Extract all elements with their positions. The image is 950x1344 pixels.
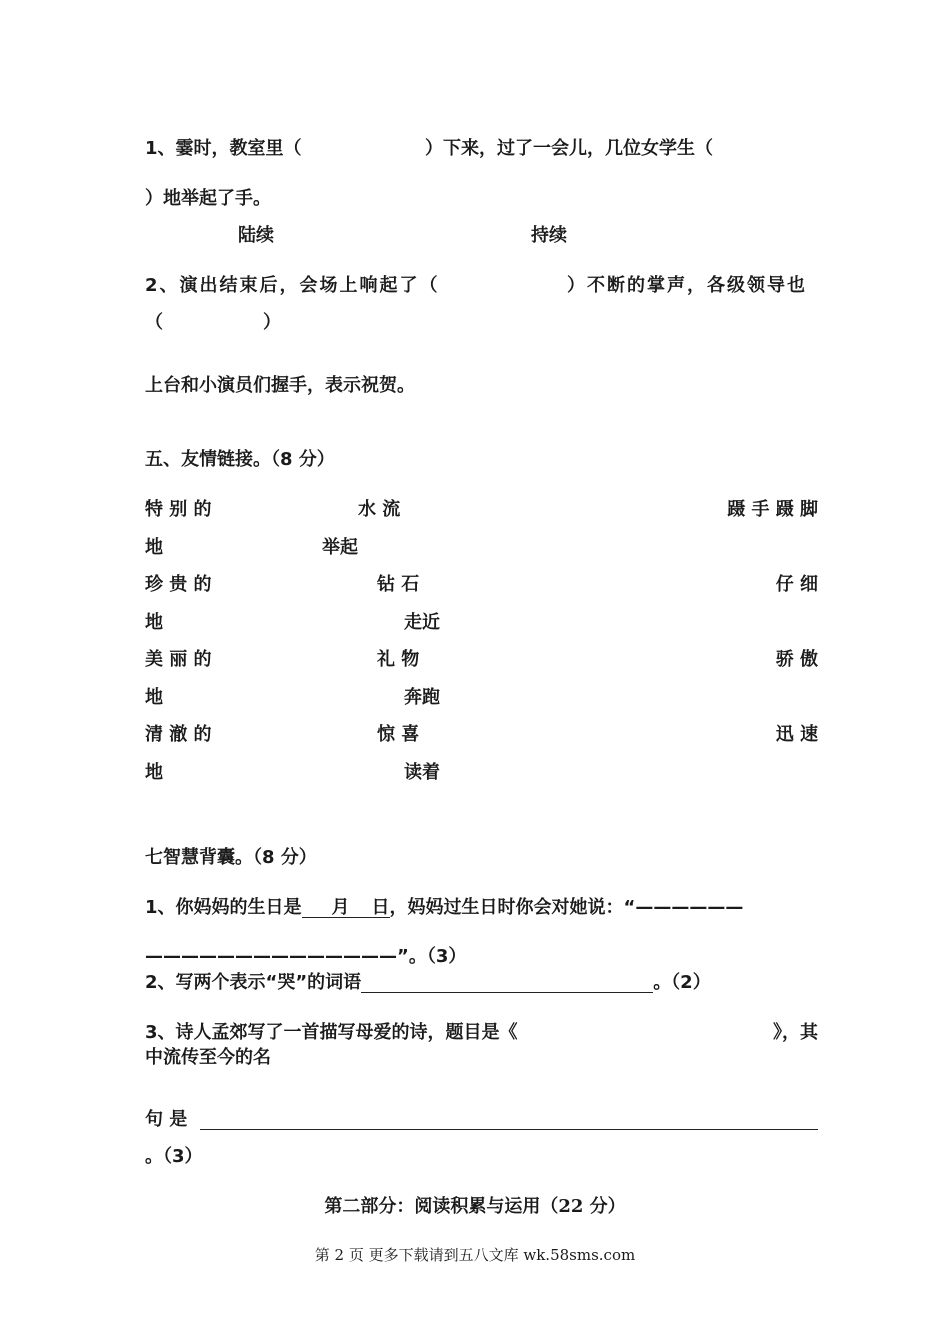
q5-row1-sub-mid: 举起: [322, 537, 358, 558]
q4-item2-line2-a: （: [145, 312, 163, 333]
q7-item3-line1-b: 》，其: [773, 1022, 818, 1043]
q5-row1-left: 特 别 的: [145, 499, 212, 520]
q7-item1-blank-day: [350, 899, 372, 918]
q5-row3-mid: 礼 物: [377, 649, 420, 670]
q5-row3-sub-left: 地: [145, 687, 163, 708]
q5-heading: 五、友情链接。（8 分）: [145, 449, 335, 470]
q7-item3-line1-a: 3、诗人孟郊写了一首描写母爱的诗，题目是《: [145, 1022, 518, 1043]
q7-item1-month: 月: [331, 897, 350, 918]
q4-item2-line3: 上台和小演员们握手，表示祝贺。: [145, 375, 415, 396]
q7-item1-line1: [145, 899, 743, 918]
q5-row2-sub-left: 地: [145, 612, 163, 633]
q7-item2-answer-blank: [361, 974, 653, 993]
q7-item1-day: 日: [371, 897, 390, 918]
q7-item2-suffix: 。（2）: [653, 972, 711, 993]
q7-heading: 七智慧背囊。（8 分）: [145, 847, 317, 868]
q5-row4-sub-mid: 读着: [404, 762, 440, 783]
q5-row2-left: 珍 贵 的: [145, 574, 212, 595]
q5-row3-right: 骄 傲: [775, 649, 818, 670]
q4-item2-line1-a: 2、演出结束后，会场上响起了（: [145, 275, 440, 296]
q5-row1-mid: 水 流: [358, 499, 401, 520]
q7-item1-suffix: ，妈妈过生日时你会对她说：“——————: [389, 897, 744, 918]
q5-row4-left: 清 澈 的: [145, 724, 212, 745]
q5-row4-sub-left: 地: [145, 762, 163, 783]
page-footer: 第 2 页 更多下载请到五八文库 wk.58sms.com: [314, 1246, 636, 1264]
q4-item2-line1-b: ）不断的掌声，各级领导也: [567, 275, 807, 296]
q7-item1-blank-month: [302, 899, 332, 918]
q5-row3-sub-mid: 奔跑: [404, 687, 440, 708]
q4-option-2: 持续: [531, 225, 567, 246]
q4-item2-line2-b: ）: [263, 312, 281, 333]
q5-row1-sub-left: 地: [145, 537, 163, 558]
q7-item2: [145, 974, 711, 993]
q7-item3-line2: 中流传至今的名: [145, 1047, 271, 1068]
q7-item1-line2: ——————————————”。（3）: [145, 946, 467, 967]
q7-item1-prefix: 1、你妈妈的生日是: [145, 897, 302, 918]
q5-row3-left: 美 丽 的: [145, 649, 212, 670]
q5-row2-right: 仔 细: [775, 574, 818, 595]
q5-row2-mid: 钻 石: [377, 574, 420, 595]
q5-row1-right: 蹑 手 蹑 脚: [727, 499, 818, 520]
part2-title: 第二部分：阅读积累与运用（22 分）: [324, 1196, 626, 1217]
q7-item3-line4: 。（3）: [145, 1146, 203, 1167]
q7-item3-line3-prefix: 句 是: [145, 1109, 188, 1130]
q4-item1-line2: ）地举起了手。: [145, 188, 271, 209]
q4-item1-line1-a: 1、霎时，教室里（: [145, 138, 302, 159]
q5-row4-right: 迅 速: [775, 724, 818, 745]
q7-item3-answer-line: [200, 1129, 818, 1130]
q7-item2-prefix: 2、写两个表示“哭”的词语: [145, 972, 362, 993]
q4-option-1: 陆续: [238, 225, 274, 246]
q5-row2-sub-mid: 走近: [404, 612, 440, 633]
q4-item1-line1-b: ）下来，过了一会儿，几位女学生（: [425, 138, 713, 159]
q5-row4-mid: 惊 喜: [377, 724, 420, 745]
